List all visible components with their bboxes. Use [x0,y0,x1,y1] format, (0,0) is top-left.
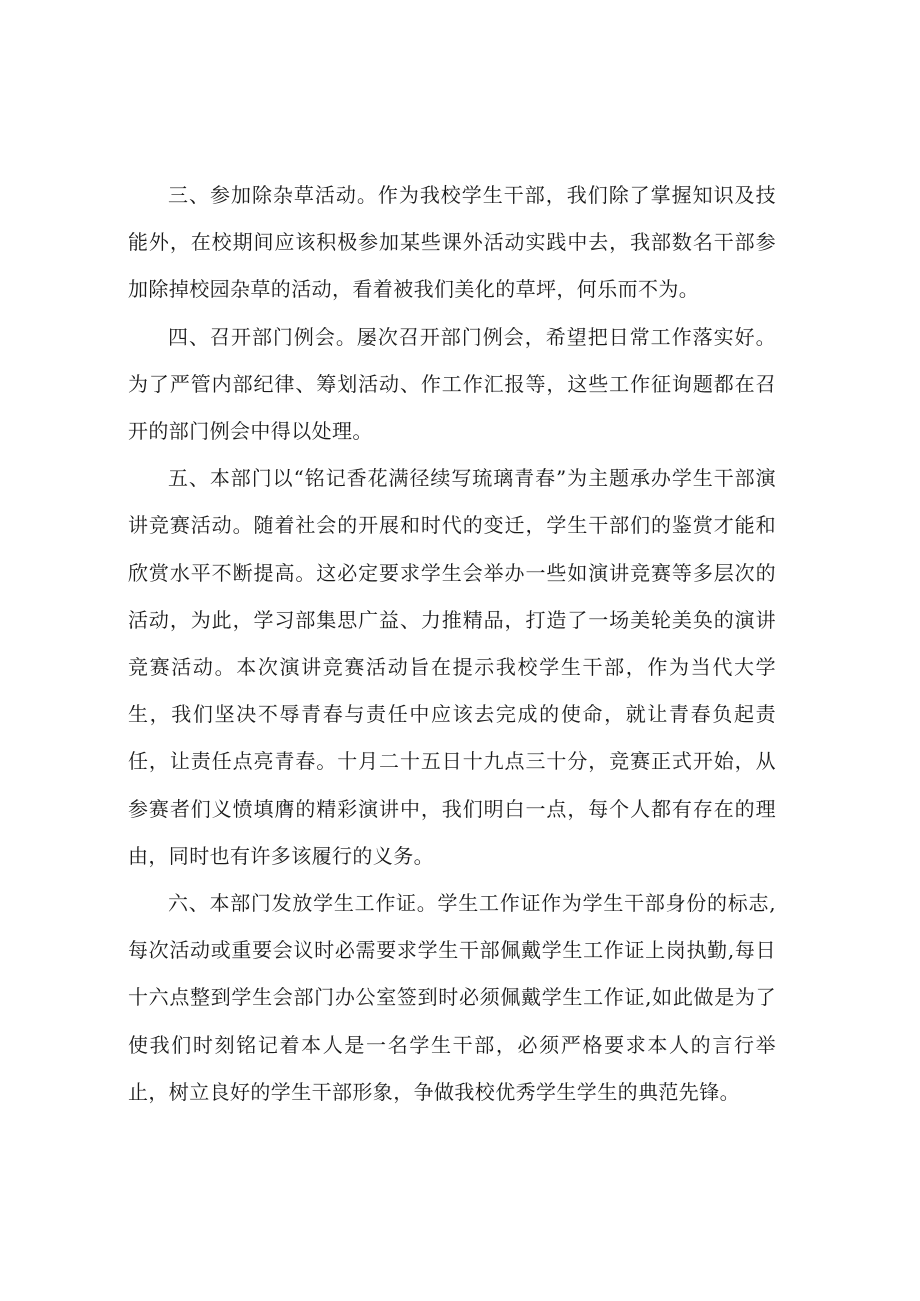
document-body [128,172,776,1116]
paragraph-weeding-activity: 三、参加除杂草活动。作为我校学生干部，我们除了掌握知识及技能外，在校期间应该积极参加某些课外活动实践中去，我部数名干部参加除掉校园杂草的活动，看着被我们美化的草坪，何乐而不为。 [128,183,776,302]
paragraph-speech-contest: 五、本部门以“铭记香花满径续写琉璃青春”为主题承办学生干部演讲竞赛活动。随着社会的开展和时代的变迁，学生干部们的鉴赏才能和欣赏水平不断提高。这必定要求学生会举办一些如演讲竞赛等多层次的活动，为此，学习部集思广益、力推精品，打造了一场美轮美奂的演讲竞赛活动。本次演讲竞赛活动旨在提示我校学生干部，作为当代大学生，我们坚决不辱青春与责任中应该去完成的使命，就让青春负起责任，让责任点亮青春。十月二十五日十九点三十分，竞赛正式开始，从参赛者们义愤填膺的精彩演讲中，我们明白一点，每个人都有存在的理由，同时也有许多该履行的义务。 [128,466,776,868]
paragraph-department-meeting: 四、召开部门例会。屡次召开部门例会，希望把日常工作落实好。为了严管内部纪律、筹划活动、作工作汇报等，这些工作征询题都在召开的部门例会中得以处理。 [128,324,776,444]
paragraph-work-permit: 六、本部门发放学生工作证。学生工作证作为学生干部身份的标志,每次活动或重要会议时必需要求学生干部佩戴学生工作证上岗执勤,每日十六点整到学生会部门办公室签到时必须佩戴学生工作证,如此做是为了使我们时刻铭记着本人是一名学生干部，必须严格要求本人的言行举止，树立良好的学生干部形象，争做我校优秀学生学生的典范先锋。 [128,891,776,1104]
